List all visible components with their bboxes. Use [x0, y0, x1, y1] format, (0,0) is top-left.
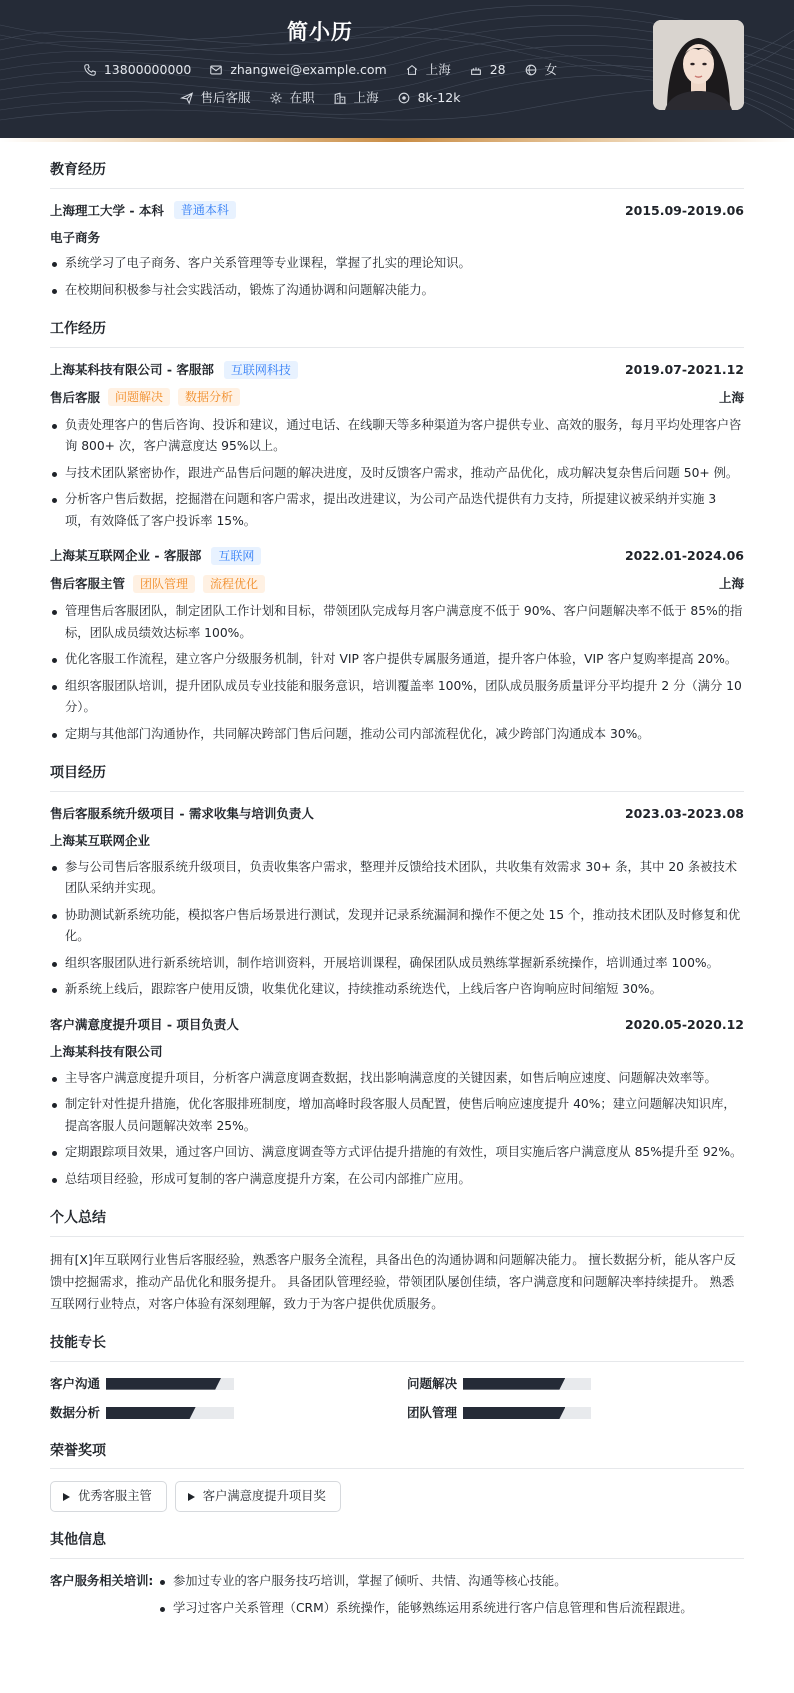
- section-title-summary: 个人总结: [50, 1208, 744, 1237]
- age-text: 28: [489, 62, 506, 77]
- skill-bar-fill: [463, 1407, 565, 1419]
- salary-text: 8k-12k: [417, 90, 461, 105]
- contact-phone: [83, 60, 191, 79]
- gender-icon: [524, 63, 538, 77]
- other-info: [50, 1571, 744, 1624]
- list-item: 总结项目经验，形成可复制的客户满意度提升方案，在公司内部推广应用。: [50, 1169, 744, 1191]
- list-item: 学习过客户关系管理（CRM）系统操作，能够熟练运用系统进行客户信息管理和售后流程跟进。: [158, 1598, 744, 1620]
- skill-bar: [463, 1378, 591, 1390]
- section-title-education: 教育经历: [50, 160, 744, 189]
- awards-list: [50, 1481, 744, 1512]
- skills-grid: [50, 1374, 744, 1423]
- work-role-row: [50, 574, 744, 593]
- work-city: 上海: [718, 575, 744, 591]
- job-target: [180, 88, 251, 107]
- other-bullets: [158, 1571, 744, 1624]
- salary-icon: [397, 91, 411, 105]
- target-city: [333, 88, 379, 107]
- skill-tag: 流程优化: [203, 575, 265, 593]
- contact-location: [405, 60, 451, 79]
- job-status-text: 在职: [289, 90, 315, 105]
- list-item: 参与公司售后客服系统升级项目，负责收集客户需求，整理并反馈给技术团队，共收集有效需求 30+ 条，其中 20 条被技术团队采纳并实现。: [50, 857, 744, 900]
- industry-tag: 互联网: [211, 547, 261, 565]
- project-bullets: [50, 857, 744, 1001]
- skill-bar: [463, 1407, 591, 1419]
- contact-row-secondary: [0, 88, 640, 107]
- education-section: [50, 160, 744, 301]
- skill-tag: 团队管理: [133, 575, 195, 593]
- list-item: 组织客服团队进行新系统培训，制作培训资料，开展培训课程，确保团队成员熟练掌握新系统操作，培训通过率 100%。: [50, 953, 744, 975]
- section-title-projects: 项目经历: [50, 763, 744, 792]
- skill-item: [407, 1374, 744, 1393]
- salary: [397, 88, 461, 107]
- list-item: 分析客户售后数据，挖掘潜在问题和客户需求，提出改进建议，为公司产品迭代提供有力支持，所提建议被采纳并实施 3 项，有效降低了客户投诉率 15%。: [50, 489, 744, 532]
- skill-item: [50, 1403, 387, 1422]
- contact-email: [209, 60, 386, 79]
- home-icon: [405, 63, 419, 77]
- job-target-text: 售后客服: [200, 90, 251, 105]
- skill-name: 客户沟通: [50, 1375, 101, 1391]
- list-item: 优化客服工作流程，建立客户分级服务机制，针对 VIP 客户提供专属服务通道，提升客户体验，VIP 客户复购率提高 20%。: [50, 649, 744, 671]
- resume-header: [0, 0, 794, 142]
- email-text: zhangwei@example.com: [230, 62, 387, 77]
- list-item: 制定针对性提升措施，优化客服排班制度，增加高峰时段客服人员配置，使售后响应速度提升 40%；建立问题解决知识库，提高客服人员问题解决效率 25%。: [50, 1094, 744, 1137]
- mail-icon: [209, 63, 223, 77]
- contact-row-primary: [0, 60, 640, 79]
- education-date: 2015.09-2019.06: [624, 202, 744, 218]
- other-label: 客户服务相关培训:: [50, 1574, 154, 1589]
- age-icon: [469, 63, 483, 77]
- project-org: 上海某互联网企业: [50, 833, 151, 849]
- skills-section: [50, 1333, 744, 1422]
- status-icon: [269, 91, 283, 105]
- school-name: 上海理工大学 - 本科: [50, 202, 164, 218]
- summary-section: [50, 1208, 744, 1315]
- list-item: 管理售后客服团队，制定团队工作计划和目标，带领团队完成每月客户满意度不低于 90%、客户问题解决率不低于 85%的指标，团队成员绩效达标率 100%。: [50, 601, 744, 644]
- list-item: 与技术团队紧密协作，跟进产品售后问题的解决进度，及时反馈客户需求，推动产品优化，成功解决复杂售后问题 50+ 例。: [50, 463, 744, 485]
- education-item-head: [50, 201, 744, 220]
- list-item: 定期跟踪项目效果，通过客户回访、满意度调查等方式评估提升措施的有效性，项目实施后客户满意度从 85%提升至 92%。: [50, 1142, 744, 1164]
- skill-item: [407, 1403, 744, 1422]
- skill-tag: 数据分析: [178, 388, 240, 406]
- skill-bar: [106, 1378, 234, 1390]
- list-item: 定期与其他部门沟通协作，共同解决跨部门售后问题，推动公司内部流程优化，减少跨部门沟通成本 30%。: [50, 724, 744, 746]
- project-item-head: [50, 1015, 744, 1034]
- list-item: 新系统上线后，跟踪客户使用反馈，收集优化建议，持续推动系统迭代，上线后客户咨询响应时间缩短 30%。: [50, 979, 744, 1001]
- work-item-head: [50, 360, 744, 379]
- work-role-row: [50, 388, 744, 407]
- job-status: [269, 88, 315, 107]
- candidate-name: 简小历: [287, 20, 353, 44]
- skill-bar-fill: [106, 1407, 196, 1419]
- role-name: 售后客服: [50, 389, 101, 405]
- section-title-work: 工作经历: [50, 319, 744, 348]
- work-date: 2019.07-2021.12: [624, 362, 744, 378]
- skill-bar: [106, 1407, 234, 1419]
- company-name: 上海某互联网企业 - 客服部: [50, 548, 202, 564]
- project-section: [50, 763, 744, 1190]
- list-item: 协助测试新系统功能，模拟客户售后场景进行测试，发现并记录系统漏洞和操作不便之处 15 个，推动技术团队及时修复和优化。: [50, 905, 744, 948]
- location-text: 上海: [425, 62, 451, 77]
- contact-gender: [524, 60, 558, 79]
- work-section: [50, 319, 744, 745]
- city-icon: [333, 91, 347, 105]
- awards-section: [50, 1441, 744, 1513]
- project-org: 上海某科技有限公司: [50, 1044, 163, 1060]
- project-bullets: [50, 1068, 744, 1191]
- list-item: 参加过专业的客户服务技巧培训，掌握了倾听、共情、沟通等核心技能。: [158, 1571, 744, 1593]
- project-name: 售后客服系统升级项目 - 需求收集与培训负责人: [50, 806, 314, 822]
- major-name: 电子商务: [50, 230, 101, 246]
- phone-text: 13800000000: [103, 62, 192, 77]
- list-item: 组织客服团队培训，提升团队成员专业技能和服务意识，培训覆盖率 100%，团队成员服务质量评分平均提升 2 分（满分 10 分）。: [50, 676, 744, 719]
- work-date: 2022.01-2024.06: [624, 548, 744, 564]
- play-icon: [63, 1493, 70, 1501]
- award-label: 优秀客服主管: [78, 1489, 152, 1504]
- skill-name: 团队管理: [407, 1405, 458, 1421]
- project-name: 客户满意度提升项目 - 项目负责人: [50, 1016, 239, 1032]
- summary-text: 拥有[X]年互联网行业售后客服经验，熟悉客户服务全流程，具备出色的沟通协调和问题解决能力。 擅长数据分析，能从客户反馈中挖掘需求，推动产品优化和服务提升。 具备团队管理经验，带领团队屡创佳绩，客户满意度和问题解决率持续提升。 熟悉互联网行业特点，对客户体验有深刻理解，致力于为客户提供优质服务。: [50, 1252, 736, 1312]
- contact-age: [469, 60, 506, 79]
- section-title-other: 其他信息: [50, 1530, 744, 1559]
- list-item: 在校期间积极参与社会实践活动，锻炼了沟通协调和问题解决能力。: [50, 280, 744, 302]
- role-name: 售后客服主管: [50, 575, 126, 591]
- award-chip: [175, 1481, 341, 1512]
- work-item-head: [50, 546, 744, 565]
- phone-icon: [83, 63, 97, 77]
- list-item: 负责处理客户的售后咨询、投诉和建议，通过电话、在线聊天等多种渠道为客户提供专业、高效的服务，每月平均处理客户咨询 800+ 次，客户满意度达 95%以上。: [50, 415, 744, 458]
- profile-photo: [653, 20, 744, 110]
- gender-text: 女: [544, 62, 558, 77]
- skill-name: 数据分析: [50, 1405, 101, 1421]
- skill-name: 问题解决: [407, 1375, 458, 1391]
- header-accent-line: [0, 138, 794, 142]
- industry-tag: 互联网科技: [224, 361, 298, 379]
- list-item: 主导客户满意度提升项目，分析客户满意度调查数据，找出影响满意度的关键因素，如售后响应速度、问题解决效率等。: [50, 1068, 744, 1090]
- skill-item: [50, 1374, 387, 1393]
- section-title-skills: 技能专长: [50, 1333, 744, 1362]
- resume-content: [0, 142, 794, 1662]
- other-section: [50, 1530, 744, 1624]
- award-chip: [50, 1481, 167, 1512]
- award-label: 客户满意度提升项目奖: [202, 1489, 326, 1504]
- send-icon: [180, 91, 194, 105]
- work-bullets: [50, 601, 744, 745]
- project-date: 2020.05-2020.12: [624, 1016, 744, 1032]
- project-date: 2023.03-2023.08: [624, 806, 744, 822]
- skill-bar-fill: [106, 1378, 221, 1390]
- work-city: 上海: [718, 389, 744, 405]
- project-item-head: [50, 804, 744, 823]
- avatar: [653, 20, 744, 110]
- education-bullets: [50, 253, 744, 301]
- list-item: 系统学习了电子商务、客户关系管理等专业课程，掌握了扎实的理论知识。: [50, 253, 744, 275]
- company-name: 上海某科技有限公司 - 客服部: [50, 362, 214, 378]
- degree-tag: 普通本科: [174, 201, 236, 219]
- section-title-awards: 荣誉奖项: [50, 1441, 744, 1470]
- target-city-text: 上海: [353, 90, 379, 105]
- work-bullets: [50, 415, 744, 533]
- skill-tag: 问题解决: [108, 388, 170, 406]
- skill-bar-fill: [463, 1378, 565, 1390]
- play-icon: [188, 1493, 195, 1501]
